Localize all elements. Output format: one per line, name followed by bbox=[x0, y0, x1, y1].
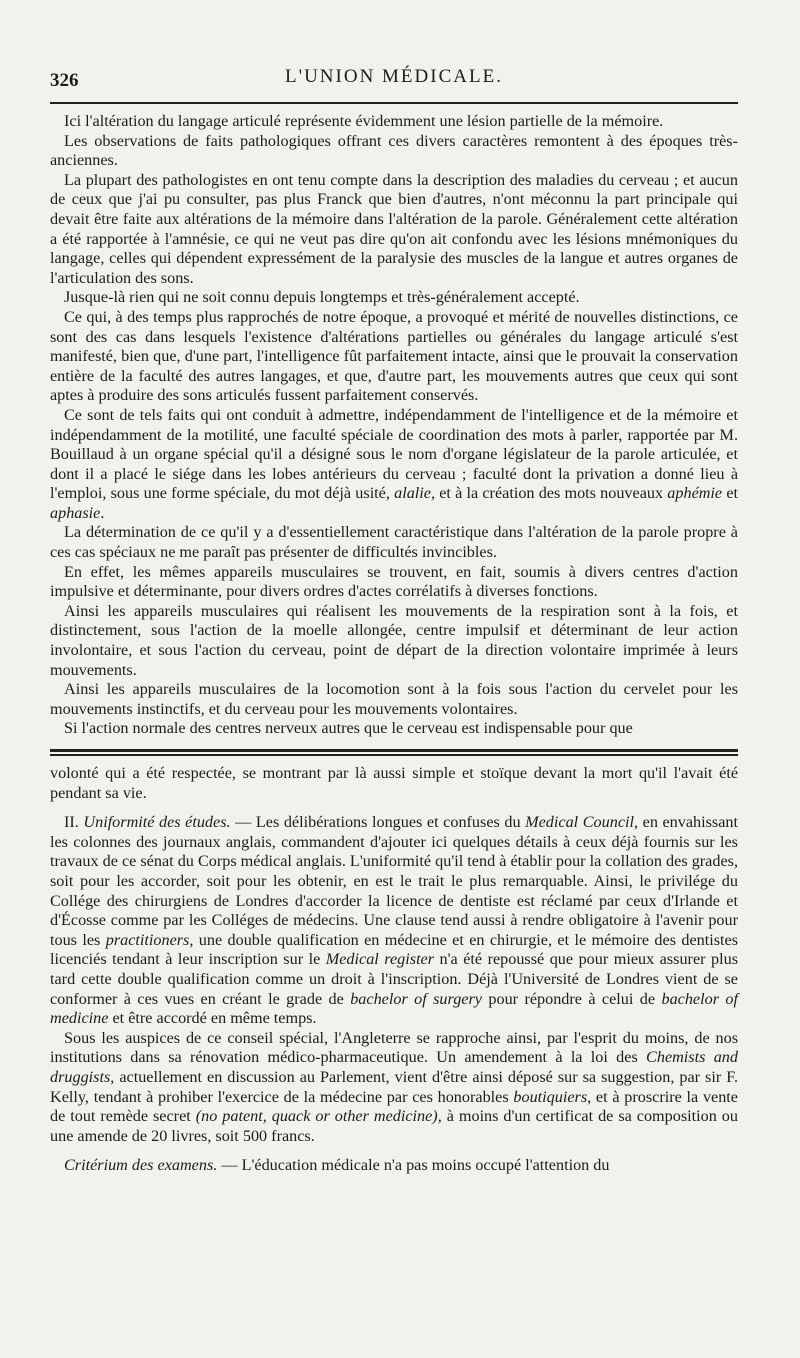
paragraph-text: Ce sont de tels faits qui ont conduit à admettre, indépendamment de l'intelligence et de la mémoire et indépendamment de la motilité, une faculté spéciale de coordination des mots à parler, rapportée par M. Bouillaud à un organe spécial qu'il a désigné sous le nom d'organe législateur de la parole articulée, et dont il a placé le siége dans les lobes antérieurs du cerveau ; faculté dont la privation a donné lieu à l'emploi, sous une forme spéciale, du mot déjà usité, bbox=[50, 405, 738, 503]
paragraph: Ici l'altération du langage articulé représente évidemment une lésion partielle de la mémoire. bbox=[64, 112, 664, 130]
italic-term: aphasie bbox=[50, 503, 101, 522]
italic-term: alalie, bbox=[394, 484, 436, 503]
paragraph-text: et être accordé en même temps. bbox=[108, 1009, 317, 1028]
italic-term: (no patent, quack or other medicine) bbox=[195, 1107, 438, 1126]
paragraph: La plupart des pathologistes en ont tenu compte dans la description des maladies du cerveau ; et aucun de ceux que j'ai pu consulter, pas plus Franck que bien d'autres, n'ont méconnu la part principale qui devait être faite aux altérations de la mémoire dans l'altération de la parole. Généralement cette altération a été rapportée à l'amnésie, ce qui ne veut pas dire qu'on ait confondu avec les lésions mnémoniques du langage, celles qui dépendent expressément de la paralysie des muscles de la langue et autres organes de l'articulation des sons. bbox=[50, 170, 738, 287]
paragraph: Les observations de faits pathologiques offrant ces divers caractères remontent à des époques très-anciennes. bbox=[50, 131, 738, 170]
paragraph: La détermination de ce qu'il y a d'essentiellement caractéristique dans l'altération de la parole propre à ces cas spéciaux ne me paraît pas présenter de difficultés invincibles. bbox=[50, 523, 738, 562]
paragraph-text: , une double qualification en médecine et en chirurgie, et le mémoire des dentistes licenciés tendant à leur inscription sur le bbox=[50, 930, 739, 969]
paragraph bbox=[50, 1156, 738, 1176]
section-divider bbox=[50, 749, 738, 756]
paragraph bbox=[50, 1029, 738, 1147]
paragraph: Si l'action normale des centres nerveux autres que le cerveau est indispensable pour que bbox=[64, 719, 633, 738]
paragraph bbox=[50, 813, 738, 1029]
paragraph-text: pour répondre à celui de bbox=[481, 989, 662, 1008]
paragraph-text: , et à proscrire la vente de tout remède secret bbox=[50, 1087, 738, 1126]
paragraph bbox=[50, 308, 738, 406]
paragraph: Ainsi les appareils musculaires de la locomotion sont à la fois sous l'action du cervelet pour les mouvements instinctifs, et du cerveau pour les mouvements volontaires. bbox=[50, 680, 738, 718]
italic-term: boutiquiers bbox=[513, 1087, 588, 1106]
italic-term: bachelor of medicine bbox=[50, 989, 738, 1028]
header-rule bbox=[50, 102, 738, 104]
paragraph: Ainsi les appareils musculaires qui réalisent les mouvements de la respiration sont à la fois, et distinctement, sous l'action de la moelle allongée, centre impulsif et déterminant de leur action involontaire, et sous l'action du cerveau, point de départ de la direction volontaire imprimée à leurs mouvements. bbox=[50, 601, 738, 679]
italic-term: Medical register bbox=[325, 950, 435, 969]
section-number: II. bbox=[64, 813, 84, 832]
section-title: Uniformité des études. bbox=[83, 813, 231, 832]
paragraph: En effet, les mêmes appareils musculaires se trouvent, en fait, soumis à divers centres d'action impulsive et déterminante, pour divers ordres d'actes corrélatifs à diverses fonctions. bbox=[50, 562, 738, 601]
paragraph-text: Sous les auspices de ce conseil spécial, l'Angleterre se rapproche ainsi, par l'esprit du moins, de nos institutions dans sa rénovation médico-pharmaceutique. Un amendement à la loi des bbox=[50, 1028, 738, 1067]
italic-term: practitioners bbox=[105, 930, 190, 949]
paragraph-text: Ce qui, à des temps plus rapprochés de notre époque, a provoqué et mérité de nouvelles distinctions, ce sont des cas dans lesquels l'existence d'altérations partielles ou générales du langage articulé s'est manifesté, bien que, d'une part, l'intelligence fût parfaitement intacte, ainsi que le prouvait la conservation entière de la faculté des autres langages, et que, d'autre part, les mouvements autres que ceux qui sont aptes à produire des sons articulés fussent parfaitement conservés. bbox=[50, 307, 738, 405]
paragraph-text: , à moins d'un certificat de sa composition ou une amende de 20 livres, soit 500 francs. bbox=[50, 1107, 738, 1145]
spacer bbox=[50, 803, 738, 813]
paragraph: volonté qui a été respectée, se montrant par là aussi simple et stoïque devant la mort qu'il l'avait été pendant sa vie. bbox=[50, 764, 738, 802]
section-title: Critérium des examens. bbox=[64, 1156, 218, 1175]
paragraph-text: . bbox=[100, 503, 105, 522]
spacer bbox=[50, 1146, 738, 1156]
paragraph-text: n'a été repoussé que pour mieux assurer plus tard cette double qualification comme un droit à l'inscription. Déjà l'Université de Londres vient de se conformer à ces vues en créant le grade de bbox=[50, 950, 738, 1008]
paragraph-text: — L'éducation médicale n'a pas moins occupé l'attention du bbox=[217, 1156, 610, 1175]
paragraph bbox=[50, 406, 738, 524]
journal-title: L'UNION MÉDICALE. bbox=[285, 66, 503, 87]
paragraph-text: et à la création des mots nouveaux bbox=[435, 484, 668, 503]
paragraph: Jusque-là rien qui ne soit connu depuis longtemps et très-généralement accepté. bbox=[64, 288, 580, 307]
paragraph-text: — Les délibérations longues et confuses du bbox=[230, 813, 526, 832]
italic-term: aphémie bbox=[667, 484, 723, 503]
page-number: 326 bbox=[50, 70, 79, 91]
paragraph-text: , en envahissant les colonnes des journaux anglais, commandent d'ajouter ici quelques détails à ceux déjà fournis sur les travaux de ce sénat du Corps médical anglais. L'uniformité qu'il tend à établir pour la collation des grades, soit pour les accorder, soit pour les obtenir, en est le trait le plus remarquable. Ainsi, le privilége du Collége des chirurgiens de Londres d'accorder la licence de dentiste est réclamé par ceux d'Irlande et d'Écosse comme par les Colléges de médecins. Une clause tend aussi à rendre obligatoire à l'avenir pour tous les bbox=[50, 813, 738, 949]
italic-term: Chemists and druggists bbox=[50, 1048, 738, 1086]
paragraph-text: , actuellement en discussion au Parlement, vient d'être ainsi déposé sur sa suggestion, par sir F. Kelly, tendant à prohiber l'exercice de la médecine par ces honorables bbox=[50, 1067, 738, 1106]
italic-term: bachelor of surgery bbox=[350, 989, 482, 1008]
running-header bbox=[50, 56, 738, 102]
italic-term: Medical Council bbox=[525, 813, 635, 832]
paragraph-text: et bbox=[722, 484, 739, 503]
